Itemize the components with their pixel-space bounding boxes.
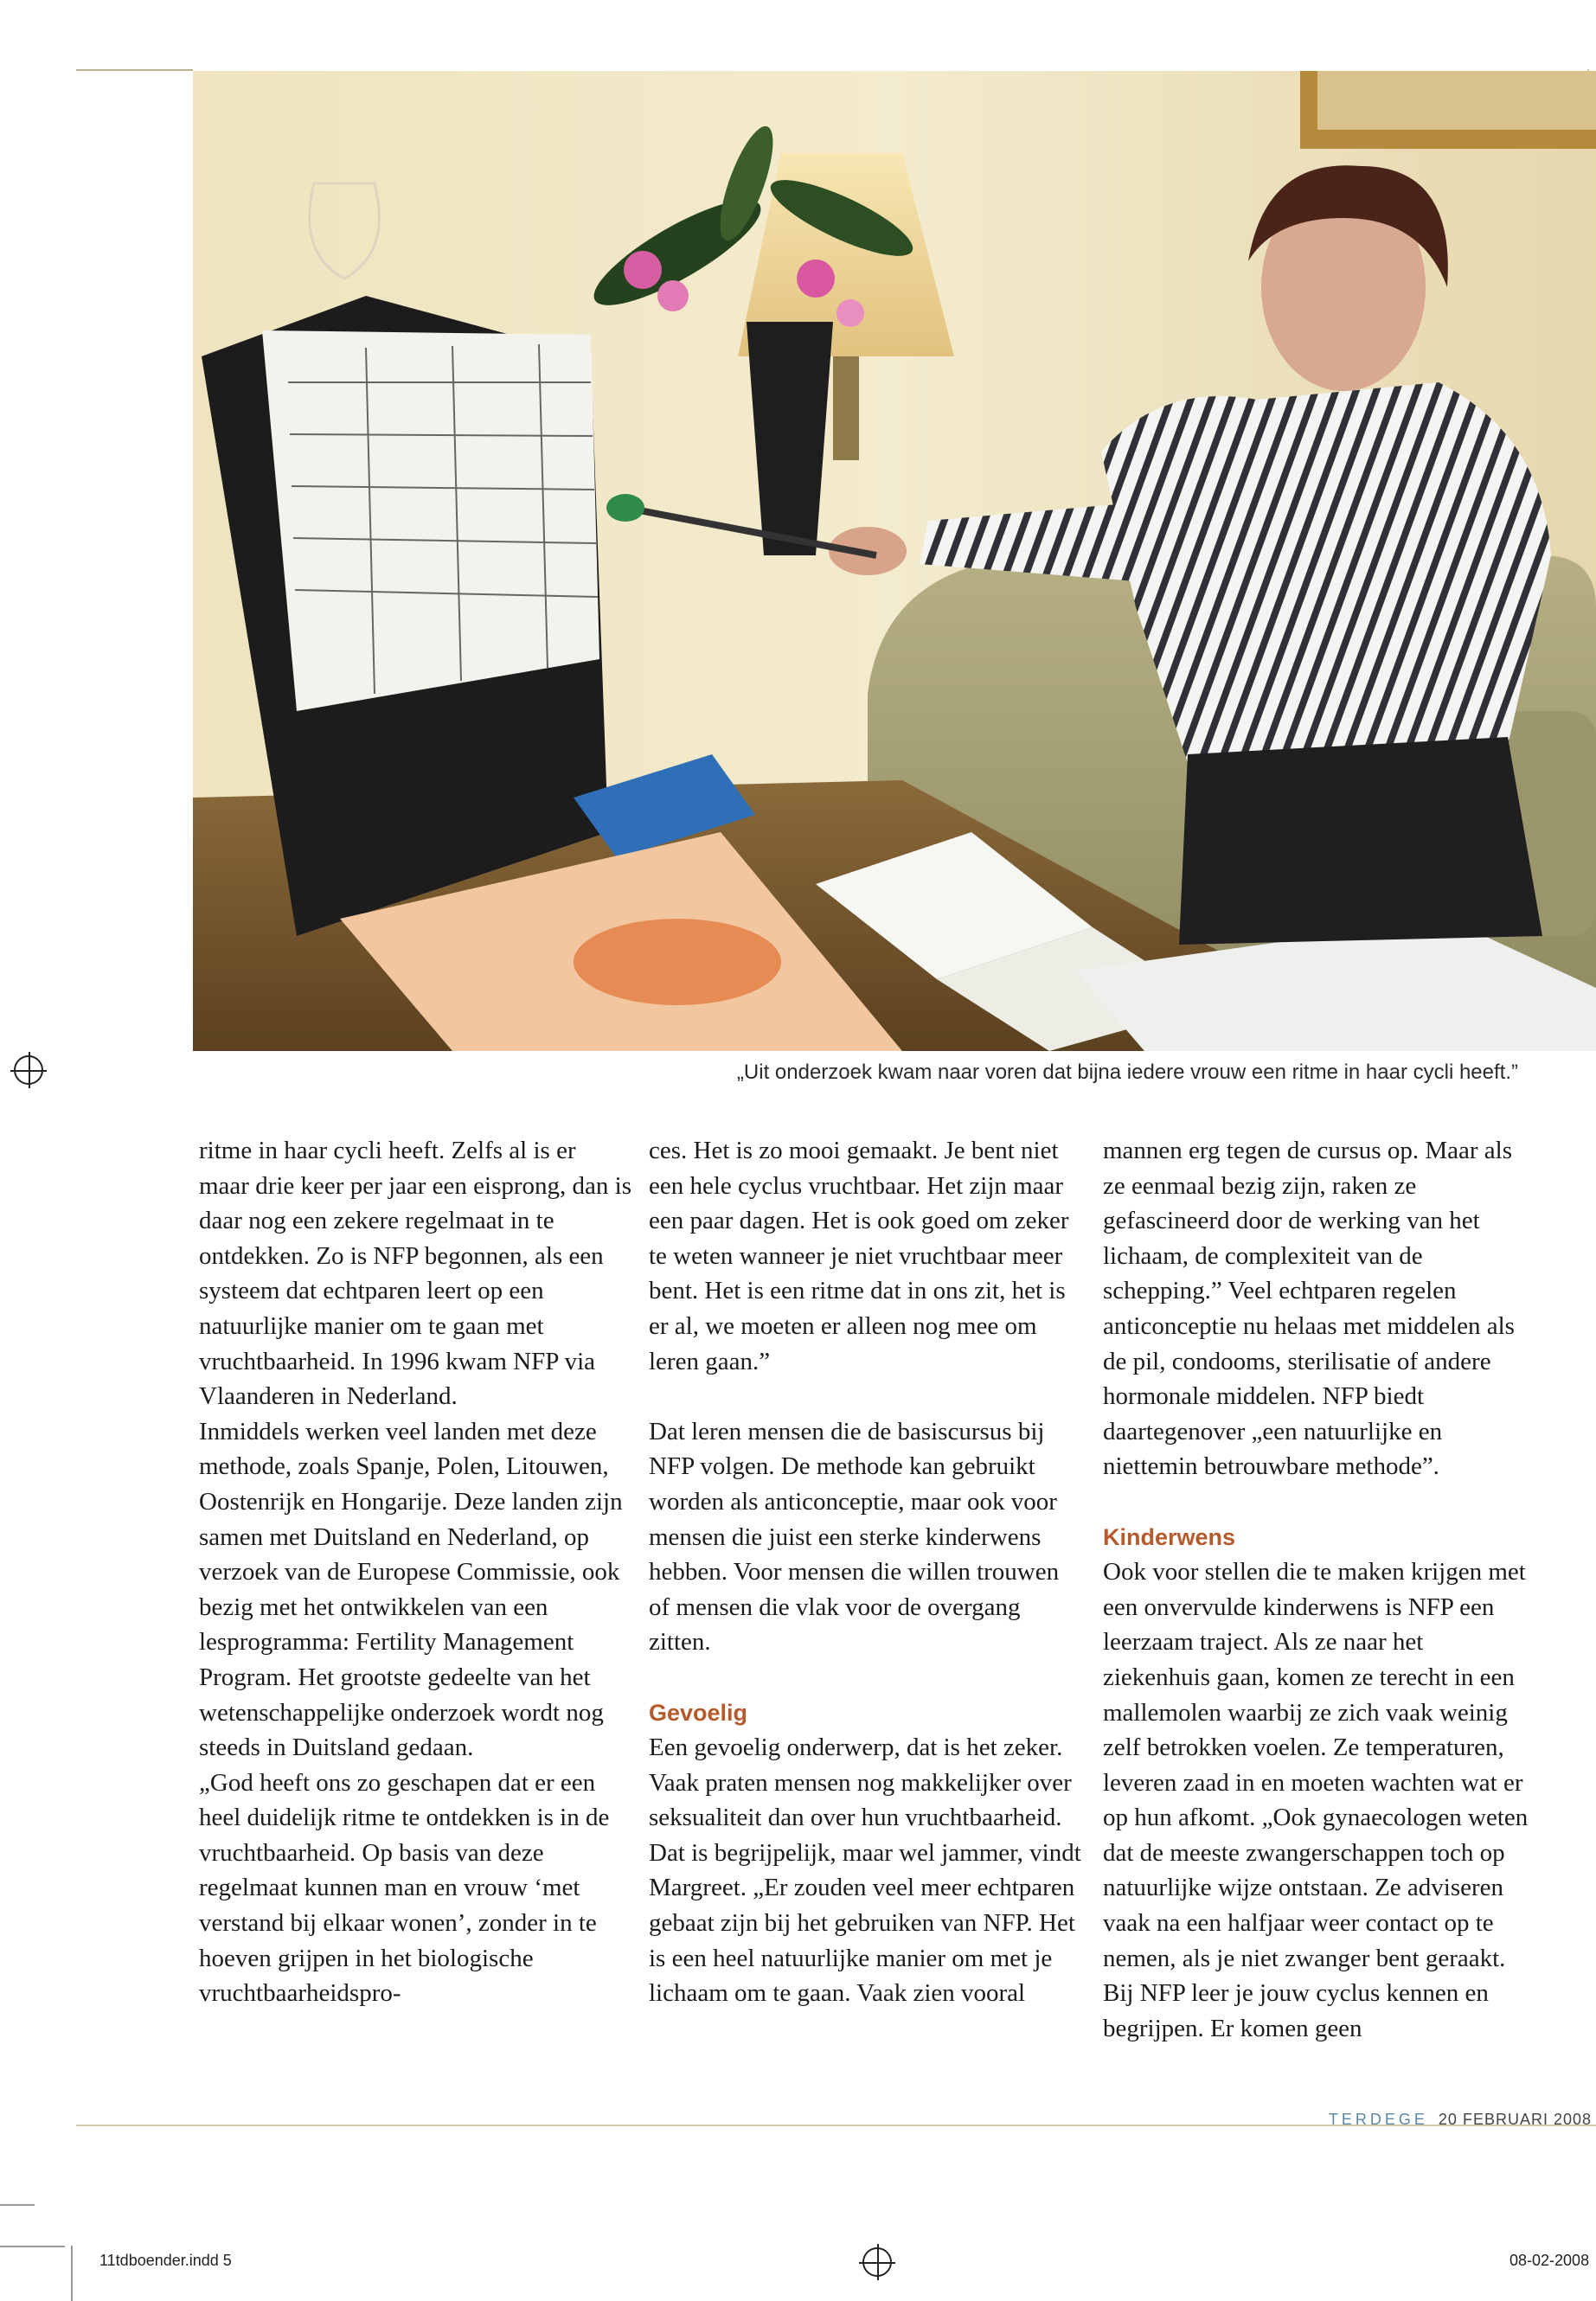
paragraph: ces. Het is zo mooi gemaakt. Je bent niet een hele cyclus vruchtbaar. Het zijn maar een paar dagen. Het is ook goed om zeker te weten wanneer je niet vruchtbaar meer bent. Het is een ritme dat in ons zit, het is er al, we moeten er alleen nog mee om leren gaan.” bbox=[649, 1137, 1069, 1375]
article-photo bbox=[193, 71, 1596, 1051]
paragraph: Dat leren mensen die de basiscursus bij NFP volgen. De methode kan gebruikt worden als anticonceptie, maar ook voor mensen die juist een sterke kinderwens hebben. Voor mensen die willen trouwen of mensen die vlak voor de overgang zitten. bbox=[649, 1417, 1060, 1657]
article-column-1 bbox=[199, 1133, 631, 2011]
file-slug: 11tdboender.indd 5 bbox=[99, 2252, 232, 2269]
paragraph: „God heeft ons zo geschapen dat er een heel duidelijk ritme te ontdekken is in de vruchtbaarheid. Op basis van deze regelmaat kunnen man en vrouw ‘met verstand bij elkaar wonen’, zonder in te hoeven grijpen in het biologische vruchtbaarheidspro- bbox=[199, 1768, 610, 2008]
paragraph: ritme in haar cycli heeft. Zelfs al is er maar drie keer per jaar een eisprong, dan is daar nog een zekere regelmaat in te ontdekken. Zo is NFP begonnen, als een systeem dat echtparen leert op een natuurlijke manier om te gaan met vruchtbaarheid. In 1996 kwam NFP via Vlaanderen in Nederland. bbox=[199, 1137, 632, 1411]
crop-mark-bottom-left bbox=[0, 2204, 35, 2206]
crop-mark-bottom-left-2 bbox=[0, 2246, 65, 2247]
crop-mark-top bbox=[76, 69, 193, 71]
issue-date: 20 FEBRUARI 2008 bbox=[1438, 2111, 1592, 2128]
paragraph: Ook voor stellen die te maken krijgen met een onvervulde kinderwens is NFP een leerzaam traject. Als ze naar het ziekenhuis gaan, komen ze terecht in een mallemolen waarbij ze zich vaak weinig zelf betrokken voelen. Ze temperaturen, leveren zaad in en moeten wachten wat er op hun afkomt. „Ook gynaecologen weten dat de meeste zwangerschappen toch op natuurlijke wijze ontstaan. Ze adviseren vaak na een halfjaar weer contact op te nemen, als je niet zwanger bent geraakt. Bij NFP leer je jouw cyclus kennen en begrijpen. Er komen geen bbox=[1103, 1558, 1529, 2042]
paragraph: Een gevoelig onderwerp, dat is het zeker. Vaak praten mensen nog makkelijker over seksualiteit dan over hun vruchtbaarheid. Dat is begrijpelijk, maar wel jammer, vindt Margreet. „Er zouden veel meer echtparen gebaat zijn bij het gebruiken van NFP. Het is een heel natuurlijke manier om met je lichaam om te gaan. Vaak zien vooral bbox=[649, 1734, 1081, 2008]
photo-caption: „Uit onderzoek kwam naar voren dat bijna iedere vrouw een ritme in haar cycli heeft.” bbox=[736, 1061, 1518, 1084]
print-date: 08-02-2008 bbox=[1509, 2252, 1590, 2269]
article-column-3 bbox=[1103, 1133, 1535, 2046]
article-column-2 bbox=[649, 1133, 1081, 2011]
registration-mark-icon bbox=[862, 2247, 892, 2277]
paragraph: Inmiddels werken veel landen met deze methode, zoals Spanje, Polen, Litouwen, Oostenrijk en Hongarije. Deze landen zijn samen met Duitsland en Nederland, op verzoek van de Europese Commissie, ook bezig met het ontwikkelen van een lesprogramma: Fertility Management Program. Het grootste gedeelte van het wetenschappelijke onderzoek wordt nog steeds in Duitsland gedaan. bbox=[199, 1417, 623, 1762]
registration-mark-icon bbox=[14, 1055, 43, 1085]
section-heading: Gevoelig bbox=[649, 1699, 748, 1726]
paragraph: mannen erg tegen de cursus op. Maar als ze eenmaal bezig zijn, raken ze gefascineerd door de werking van het lichaam, de complexiteit van de schepping.” Veel echtparen regelen anticonceptie nu helaas met middelen als de pil, condooms, sterilisatie of andere hormonale middelen. NFP biedt daartegenover „een natuurlijke en niettemin betrouwbare methode”. bbox=[1103, 1137, 1515, 1481]
section-heading: Kinderwens bbox=[1103, 1523, 1236, 1550]
magazine-name: TERDEGE bbox=[1328, 2111, 1428, 2128]
crop-mark-bottom-vertical bbox=[71, 2246, 73, 2301]
page-footer bbox=[1329, 2111, 1592, 2129]
